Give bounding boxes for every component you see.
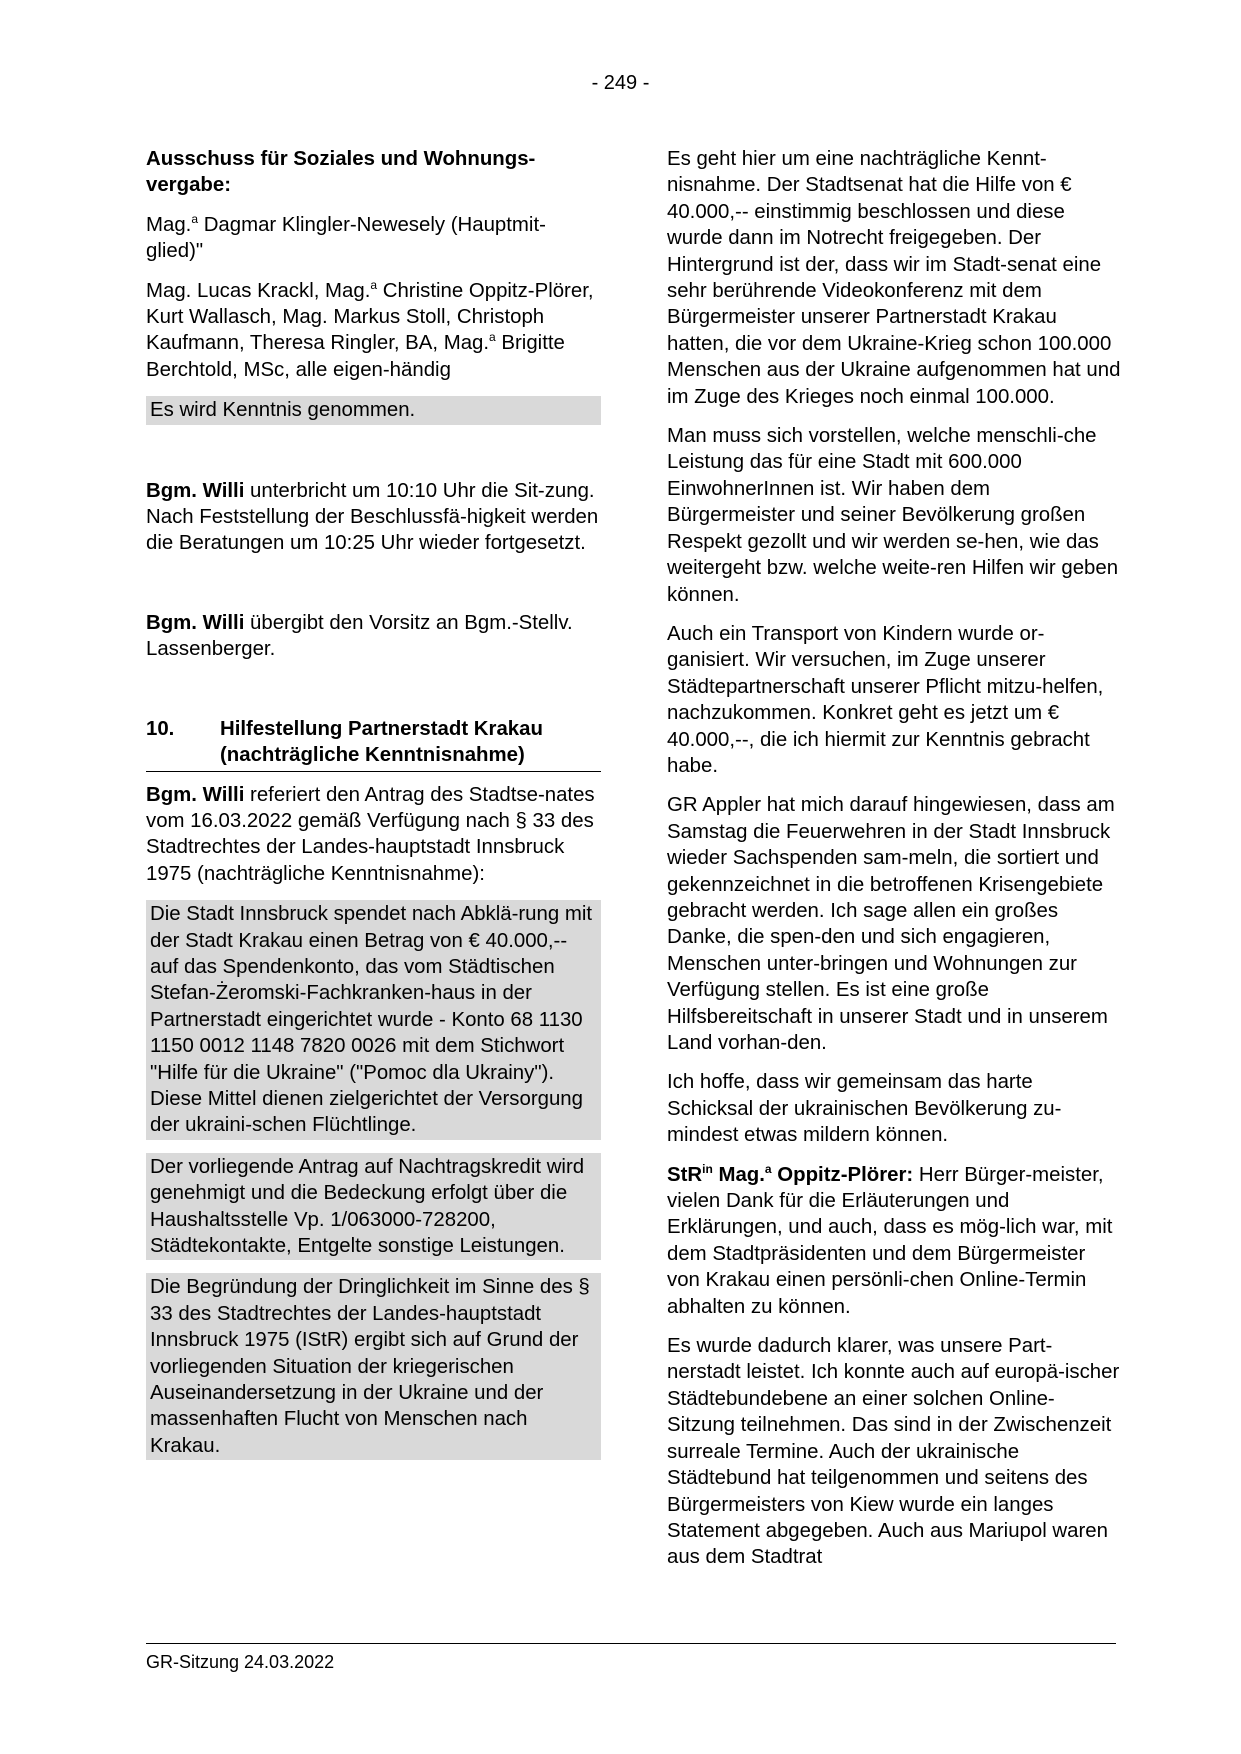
left-column (146, 146, 601, 1473)
resolution-note: Es wird Kenntnis genommen. (146, 396, 601, 424)
signatories: Mag. Lucas Krackl, Mag.$^a$ Christine Oppitz-Plörer, Kurt Wallasch, Mag. Markus Stoll, Christoph Kaufmann, Theresa Ringler, BA, Mag.$^a$ Brigitte Berchtold, MSc, alle eigen-händig (146, 277, 594, 381)
chair-handover: Bgm. Willi übergibt den Vorsitz an Bgm.-Stellv. Lassenberger. (146, 611, 573, 661)
footer-session-date: GR-Sitzung 24.03.2022 (146, 1652, 335, 1672)
footer-divider (146, 1643, 1116, 1644)
committee-member: Mag.$^a$ Dagmar Klingler-Newesely (Hauptmit-glied)" (146, 212, 546, 263)
motion-text-budget: Der vorliegende Antrag auf Nachtragskredit wird genehmigt und die Bedeckung erfolgt über die Haushaltsstelle Vp. 1/063000-728200, Städtekontakte, Entgelte sonstige Leistungen. (146, 1153, 601, 1261)
speech-paragraph: Ich hoffe, dass wir gemeinsam das harte Schicksal der ukrainischen Bevölkerung zu-mindest etwas mildern können. (667, 1071, 1062, 1147)
motion-text-donation: Die Stadt Innsbruck spendet nach Abklä-rung mit der Stadt Krakau einen Betrag von € 40.000,-- auf das Spendenkonto, das vom Städtischen Stefan-Żeromski-Fachkranken-haus in der Partnerstadt eingerichtet wurde - Konto 68 1130 1150 0012 1148 7820 0026 mit dem Stichwort "Hilfe für die Ukraine" ("Pomoc dla Ukrainy"). Diese Mittel dienen zielgerichtet der Versorgung der ukraini-schen Flüchtlinge. (146, 900, 601, 1140)
page-number: - 249 - (591, 72, 650, 94)
right-column (667, 146, 1122, 1584)
agenda-item-title: Hilfestellung Partnerstadt Krakau (nachträgliche Kenntnisnahme) (220, 717, 543, 767)
motion-text-urgency: Die Begründung der Dringlichkeit im Sinne des § 33 des Stadtrechtes der Landes-hauptstadt Innsbruck 1975 (IStR) ergibt sich auf Grund der vorliegenden Situation der kriegerischen Auseinandersetzung in der Ukraine und der massenhaften Flucht von Menschen nach Krakau. (146, 1273, 601, 1460)
session-interruption: Bgm. Willi unterbricht um 10:10 Uhr die Sit-zung. Nach Feststellung der Beschlussfä-higkeit werden die Beratungen um 10:25 Uhr wieder fortgesetzt. (146, 479, 599, 555)
committee-heading: Ausschuss für Soziales und Wohnungs-vergabe: (146, 148, 536, 197)
agenda-item-number: 10. (146, 717, 175, 740)
speech-paragraph: Es wurde dadurch klarer, was unsere Part-nerstadt leistet. Ich konnte auch auf europä-ischer Städtebundebene an einer solchen Online-Sitzung teilnehmen. Das sind in der Zwischenzeit surreale Termine. Auch der ukrainische Städtebund hat teilgenommen und seitens des Bürgermeisters von Kiew wurde ein langes Statement abgegeben. Auch aus Mariupol waren aus dem Stadtrat (667, 1335, 1120, 1569)
speech-paragraph: Man muss sich vorstellen, welche menschli-che Leistung das für eine Stadt mit 600.000 EinwohnerInnen ist. Wir haben dem Bürgermeister und seiner Bevölkerung großen Respekt gezollt und wir werden se-hen, wie das weitergeht bzw. welche weite-ren Hilfen wir geben können. (667, 425, 1119, 606)
speech-paragraph: Auch ein Transport von Kindern wurde or-ganisiert. Wir versuchen, im Zuge unserer Städtepartnerschaft unserer Pflicht mitzu-helfen, nachzukommen. Konkret geht es jetzt um € 40.000,--, die ich hiermit zur Kenntnis gebracht habe. (667, 622, 1104, 777)
speech-paragraph: Es geht hier um eine nachträgliche Kennt-nisnahme. Der Stadtsenat hat die Hilfe von € 40.000,-- einstimmig beschlossen und diese wurde dann im Notrecht freigegeben. Der Hintergrund ist der, dass wir im Stadt-senat eine sehr berührende Videokonferenz mit dem Bürgermeister unserer Partnerstadt Krakau hatten, die vor dem Ukraine-Krieg schon 100.000 Menschen aus der Ukraine aufgenommen hat und im Zuge des Krieges noch einmal 100.000. (667, 148, 1121, 408)
agenda-item-heading (146, 716, 601, 772)
speech-paragraph: GR Appler hat mich darauf hingewiesen, dass am Samstag die Feuerwehren in der Stadt Innsbruck wieder Sachspenden sam-meln, die sortiert und gekennzeichnet in die betroffenen Krisengebiete gebracht werden. Ich sage allen ein großes Danke, die spen-den und sich engagieren, Menschen unter-bringen und Wohnungen zur Verfügung stellen. Es ist eine große Hilfsbereitschaft in unserer Stadt und in unserem Land vorhan-den. (667, 794, 1115, 1054)
motion-intro: Bgm. Willi referiert den Antrag des Stadtse-nates vom 16.03.2022 gemäß Verfügung nach § 33 des Stadtrechtes der Landes-hauptstadt Innsbruck 1975 (nachträgliche Kenntnisnahme): (146, 783, 595, 885)
speaker-statement: StR$^{in}$ Mag.$^a$ Oppitz-Plörer: Herr Bürger-meister, vielen Dank für die Erläuterungen und Erklärungen, und auch, dass es mög-lich war, mit dem Stadtpräsidenten und dem Bürgermeister von Krakau einen persönli-chen Online-Termin abhalten zu können. (667, 1161, 1113, 1318)
